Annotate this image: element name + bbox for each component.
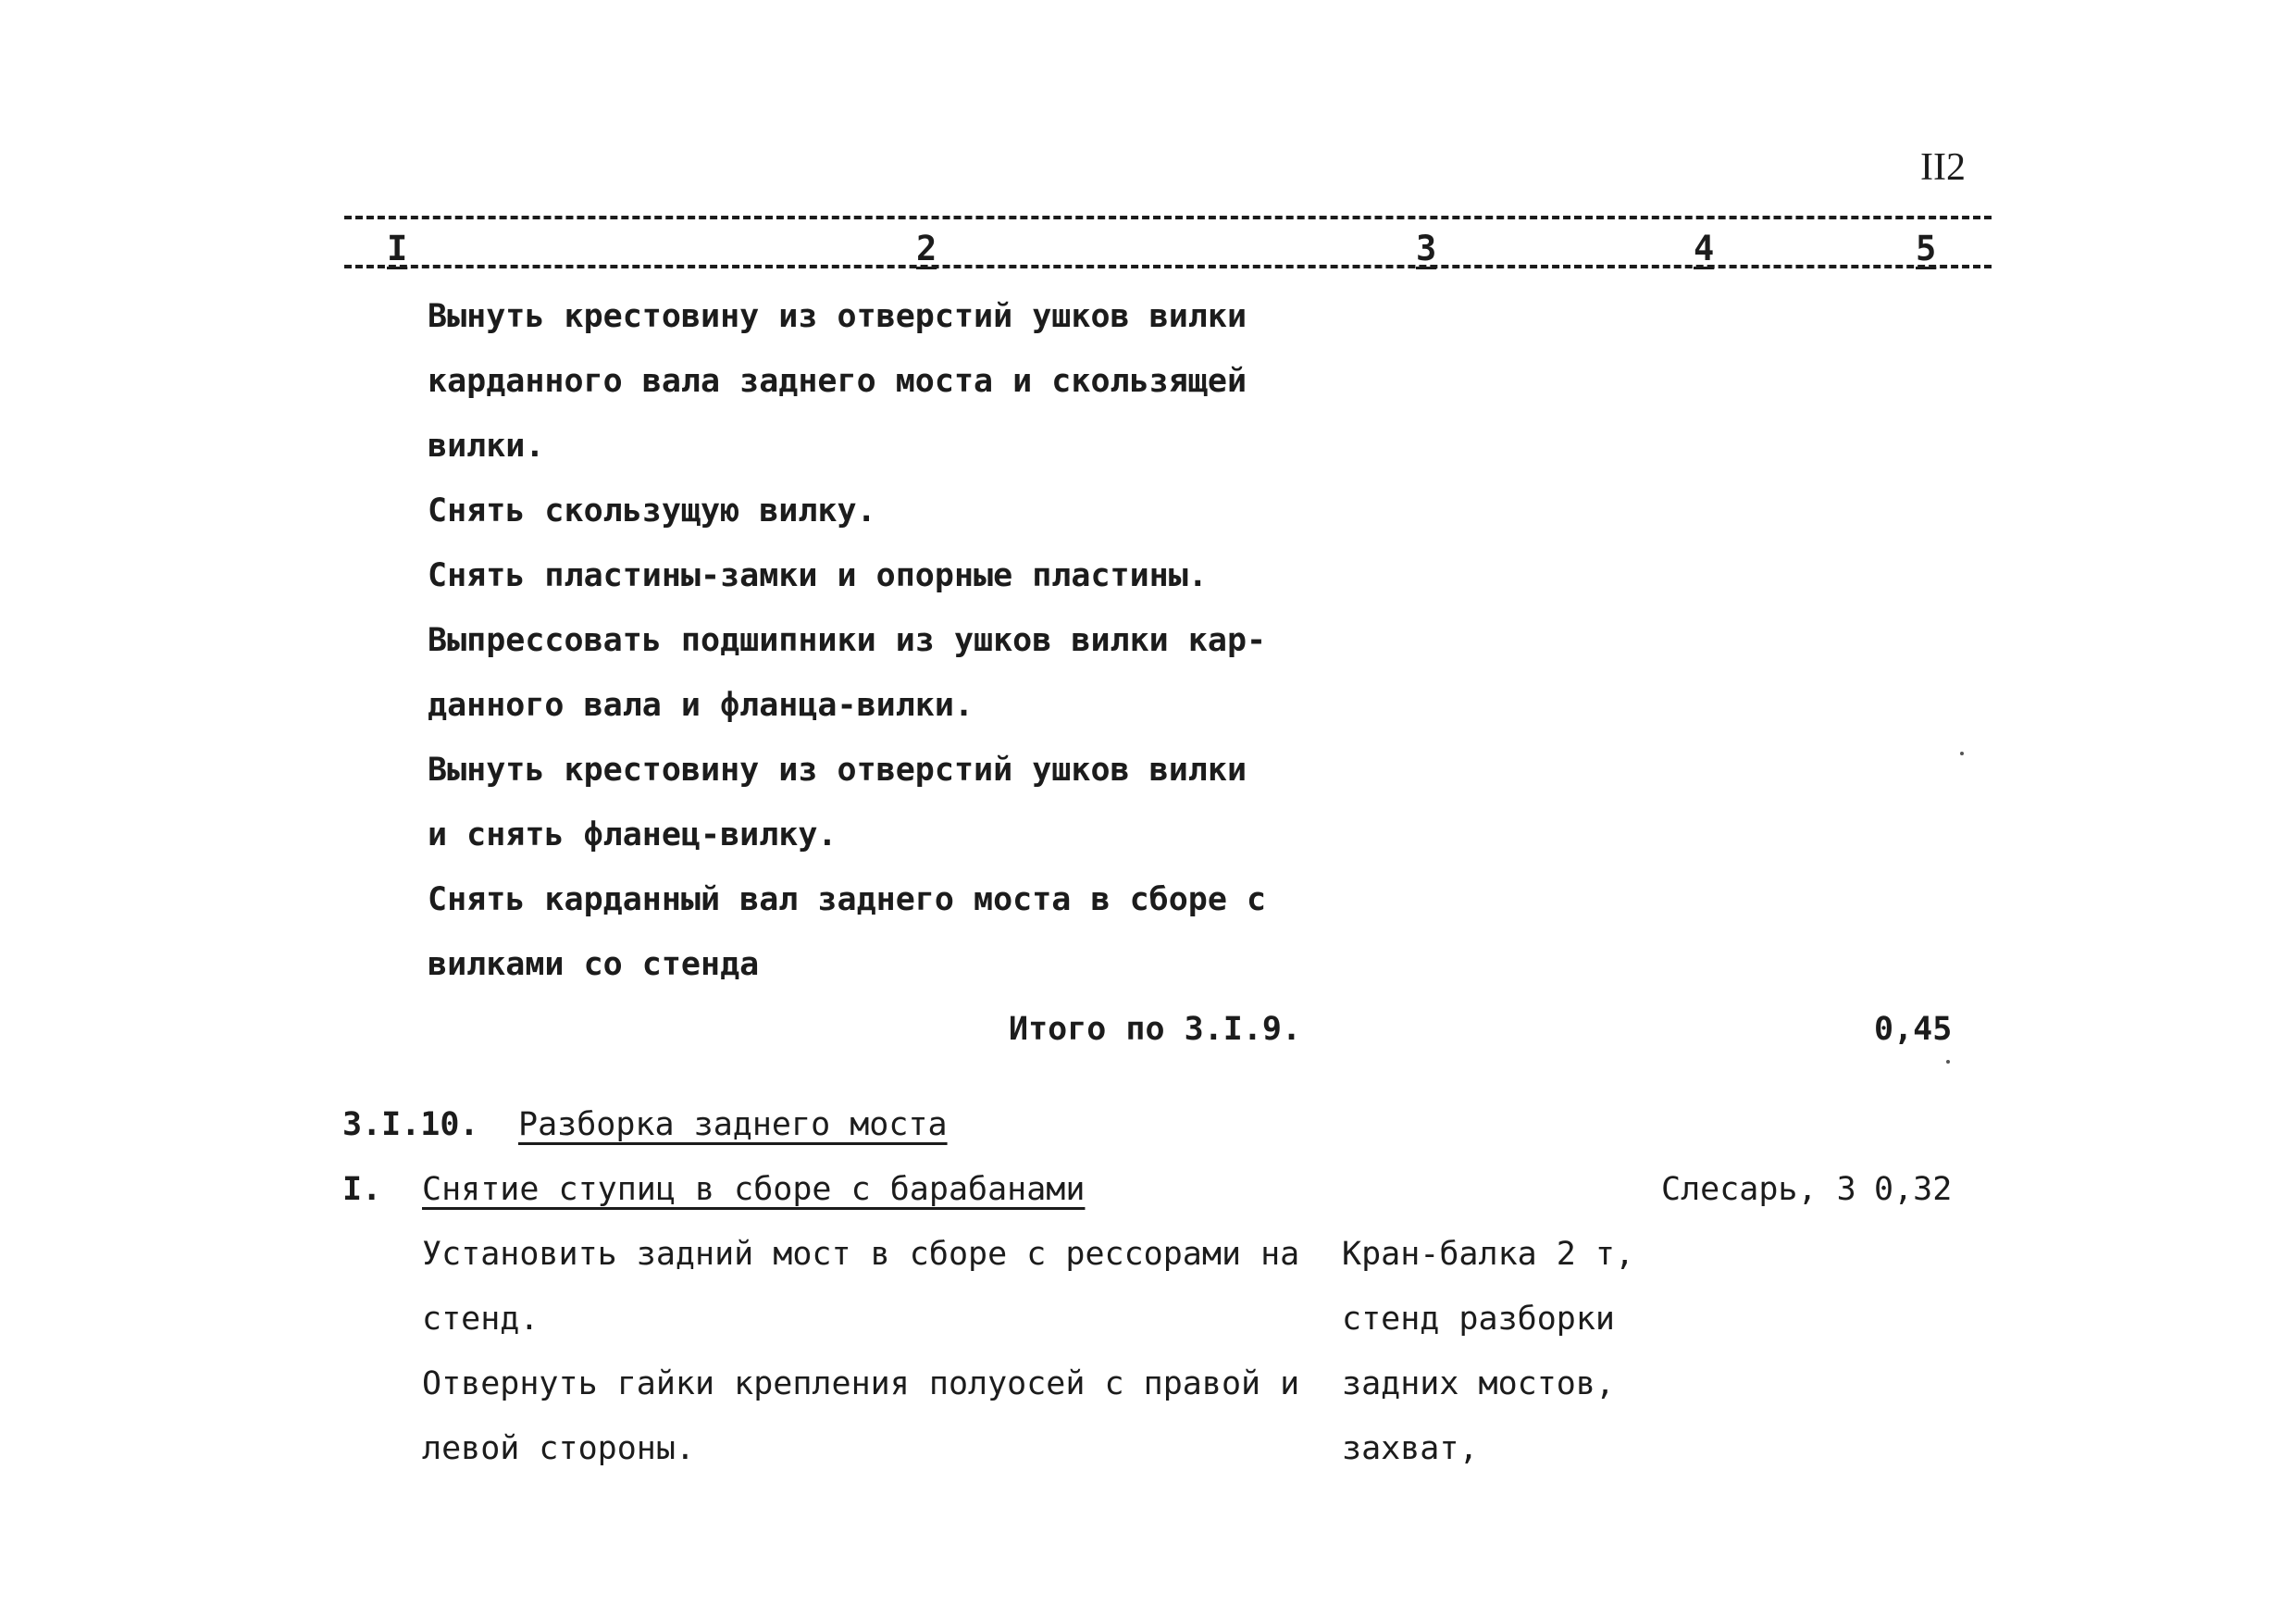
equipment-line: Кран-балка 2 т, bbox=[1342, 1236, 1635, 1273]
text-line: Выпрессовать подшипники из ушков вилки кар- bbox=[428, 622, 1267, 659]
text-line: данного вала и фланца-вилки. bbox=[428, 687, 974, 724]
column-number-5: 5 bbox=[1916, 229, 1937, 268]
text-line: Снять карданный вал заднего моста в сборе с bbox=[428, 881, 1267, 918]
total-value: 0,45 bbox=[1874, 1011, 1953, 1048]
equipment-line: стенд разборки bbox=[1342, 1301, 1616, 1338]
text-line: левой стороны. bbox=[422, 1430, 696, 1467]
text-line: карданного вала заднего моста и скользящей bbox=[428, 363, 1247, 400]
section-number: 3.I.10. bbox=[342, 1106, 479, 1143]
time-norm: 0,32 bbox=[1874, 1171, 1953, 1208]
scan-speck bbox=[1946, 1060, 1950, 1064]
text-line: Вынуть крестовину из отверстий ушков вилки bbox=[428, 752, 1247, 789]
column-number-4: 4 bbox=[1694, 229, 1715, 268]
text-line: стенд. bbox=[422, 1301, 540, 1338]
total-label: Итого по 3.I.9. bbox=[1009, 1011, 1302, 1048]
header-top-rule bbox=[344, 216, 1992, 219]
step-number: I. bbox=[342, 1171, 382, 1208]
step-title: Снятие ступиц в сборе с барабанами bbox=[422, 1171, 1086, 1208]
section-title: Разборка заднего моста bbox=[518, 1106, 948, 1143]
worker-category: Слесарь, 3 bbox=[1661, 1171, 1856, 1208]
text-line: Установить задний мост в сборе с рессорами на bbox=[422, 1236, 1300, 1273]
text-line: вилки. bbox=[428, 428, 545, 465]
text-line: и снять фланец-вилку. bbox=[428, 816, 838, 853]
column-number-3: 3 bbox=[1416, 229, 1437, 268]
text-line: Снять скользущую вилку. bbox=[428, 492, 876, 529]
equipment-line: задних мостов, bbox=[1342, 1365, 1616, 1402]
scan-speck bbox=[1960, 752, 1964, 755]
header-bottom-rule bbox=[344, 265, 1992, 268]
text-line: Снять пластины-замки и опорные пластины. bbox=[428, 557, 1208, 594]
page-number: II2 bbox=[1920, 146, 1966, 189]
column-number-2: 2 bbox=[916, 229, 937, 268]
text-line: Вынуть крестовину из отверстий ушков вилки bbox=[428, 298, 1247, 335]
column-number-1: I bbox=[387, 229, 408, 268]
text-line: вилками со стенда bbox=[428, 946, 760, 983]
equipment-line: захват, bbox=[1342, 1430, 1479, 1467]
text-line: Отвернуть гайки крепления полуосей с правой и bbox=[422, 1365, 1300, 1402]
